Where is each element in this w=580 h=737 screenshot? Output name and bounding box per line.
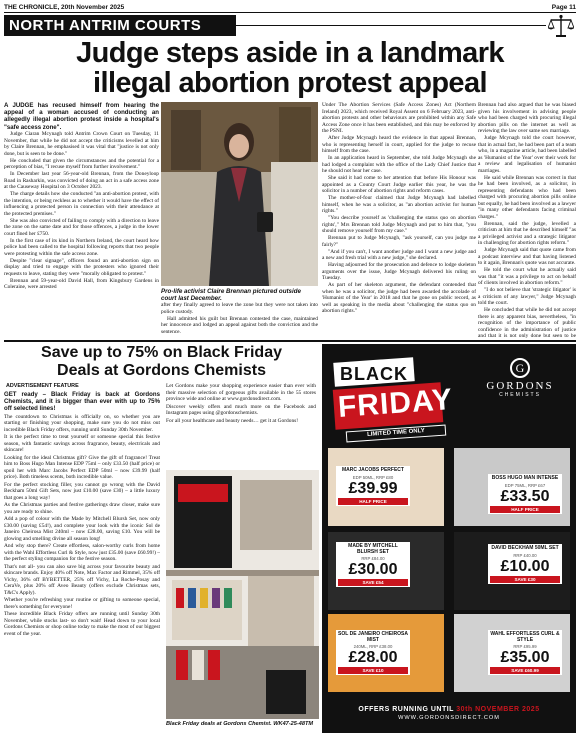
product-price-tag [336,630,410,675]
product-price-tag [488,630,562,675]
advert-paragraph: And why stop there? Create effortless, salon-worthy curls from home with the Wahl Effortless Curl & Style, now just £35.00 (save £60.99!) – the perfect styling companion for the festive season. [4,543,160,563]
scales-of-justice-icon [548,14,574,38]
article-paragraph: Judge Ciaran Mcynagh told Antrim Crown Court on Tuesday, 11 November, that while he did not accept the criticisms levelled at him by Claire Brennan, he emphasised it was vital that "justice is not only done, but is seen to be done." [4,131,159,157]
product-saving: HALF PRICE [338,498,408,505]
product-rrp: RRP £84.00 [361,556,385,562]
product-name: SOL DE JANEIRO CHEIROSA MIST [338,631,408,643]
article-paragraph: He concluded that given the circumstances and the potential for a perception of bias, "I recuse myself from further involvement." [4,157,159,171]
article-paragraph: As part of her skeleton argument, the defendant contended that when he was a solicitor, the judge had been awarded the accolade of 'Humanist of the Year' in 2018 and that he gone on public record, as well as speaking in the media about "challenging the status quo on abortion rights." [322,282,476,314]
article-paragraph: In an application heard in September, she told Judge Mcynagh she had lodged a complaint with the office of the Lady Chief Justice that he should not hear her case. [322,155,476,174]
article-column-2 [161,302,318,338]
advert-column-1 [4,391,160,734]
brand-subtitle: CHEMISTS [499,392,541,398]
advert-paragraph: Discover weekly offers and much more on the Facebook and Instagram pages using @gordonschemists. [166,403,316,416]
advert-paragraph: Let Gordons make your shopping experience easier than ever with their massive selection of gorgeous gifts available in the 55 stores province wide and online at www.gordonsdirect.com. [166,383,316,402]
article-paragraph: The mother-of-four claimed that Judge Mcynagh had labelled himself, when he was a solicitor, as "an abortion activist for human rights." [322,195,476,214]
product-name: DAVID BECKHAM 50ML SET [491,545,559,551]
article-paragraph: Judge Mcynagh said that quote came from a podcast interview and that having listened to it again, Brennan's quote was not accurate. [478,247,576,266]
advert-paragraph: That's not all- you can also save big across your favourite beauty and skincare brands. Enjoy 40% off Note, Max Factor and Rimmel, 35% off Vichy, 36% off BYBETTER, 25% off Vichy, La Roche-Posay and CeraVe, plus 20% off Aveo Beauty (offers exclude Christmas sets, T&C's Apply). [4,563,160,596]
article-paragraph: Judge Mcynagh told the court however, that in actual fact, he had been part of a team who, in a magazine article, had been labelled as 'Humanist of the Year' over their work for a review and legalisation of humanist marriages. [478,135,576,174]
product-price: £30.00 [348,561,398,579]
article-headline [4,38,576,98]
headline-line-2: illegal abortion protest appeal [93,67,487,99]
article-column-1 [4,102,159,338]
advert-paragraph: For all your healthcare and beauty needs… get it at Gordons! [166,417,299,424]
offer-end-date: 30th NOVEMBER 2025 [456,706,540,713]
publication-date: THE CHRONICLE, 20th November 2025 [4,3,125,11]
product-rrp: EDP 75ML, RRP £67 [504,482,546,488]
product-name: MADE BY MITCHELL BLURSH SET [348,543,398,555]
black-friday-logo [334,356,454,446]
banner-rule [236,25,546,26]
article-paragraph: Having adjourned for the prosecution and defence to lodge skeleton arguments over the issue, Judge Mcynagh delivered his ruling on Tuesday. [322,262,476,281]
article-paragraph: Despite "clear signage", officers found an anti-abortion sign on display and tried to engage with the protesters who ignored their requests to leave, stating they were "morally obligated to protest." [4,257,159,277]
advert-paragraph: The countdown to Christmas is officially on, so whether you are starting or finishing your shopping, make sure you do not miss out incredible Black Friday offers, running until Sunday 30th November. [4,413,160,433]
advert-headline [4,344,319,380]
advert-paragraph: Add a pop of colour with the Made by Mitchell Blursh Set, now only £30.00 (saving £54!), and complete your look with the iconic Sol de Janeiro Cheirosa Mist 240ml – now £28.00, saving £10. You will be glowing and smelling divine all season long! [4,516,160,542]
article-paragraph: "You describe yourself as 'challenging the status quo on abortion rights'," Mrs Brennan told Judge Mcynagh and put to him that, "you should remove yourself from my case." [322,215,476,234]
limited-time-badge: LIMITED TIME ONLY [346,425,447,443]
black-label: BLACK [340,364,408,384]
article-paragraph: Under The Abortion Services (Safe Access Zones) Act (Northern Ireland) 2023, which received Royal Assent on 6 February 2023, anti-abortion protests and other behaviours are prohibited within any Safe Access Zone once it has been established, and this may be enforced by the PSNI. [322,102,476,134]
advert-paragraph: GET ready – Black Friday is back at Gordons Chemists, and it is bigger than ever with up to 75% off selected lines! [4,391,160,413]
gordons-logo [470,358,570,398]
product-price-tag [336,466,410,506]
product-price: £33.50 [500,487,550,505]
article-photo [161,102,318,286]
article-paragraph: In December last year 56-year-old Brennan, from the Doneyloop Road in Rasharkin, was convicted of doing an act in a safe access zone at the Causeway Hospital on 3 October 2023. [4,171,159,191]
article-column-3 [322,102,476,338]
black-friday-advert [322,344,576,733]
product-price-tag [336,542,410,587]
article-paragraph: Hall admitted his guilt but Brennan contested the case, maintained her innocence and lodged an appeal against both the conviction and the sentence. [161,315,318,335]
article-paragraph: He told the court what he actually said was that "it was a privilege to act on behalf of clients involved in abortion reform." [478,267,576,286]
advert-column-2 [166,383,316,449]
article-paragraph: Brennan, said the judge, levelled a criticism at him that he described himself "as a privileged activist and a strategic litigator in challenging for abortion rights reform." [478,220,576,246]
product-rrp: RRP £40.00 [513,552,537,558]
website-url: WWW.GORDONSDIRECT.COM [398,715,500,721]
article-paragraph: After Judge Mcynagh heard the evidence in that appeal Brennan, who is representing herself in court, applied for the judge to recuse himself from the case. [322,135,476,154]
article-column-4 [478,102,576,338]
header-rule [4,12,576,13]
article-paragraph: She was also convicted of failing to comply with a direction to leave the zone on the same date and for those offences, a judge in the lower court fined her £750. [4,217,159,237]
product-rrp: RRP £95.99 [513,644,537,650]
article-paragraph: Brennan had also argued that he was biased given his involvement in advising people who had been charged with procuring illegal abortion pills on the internet as well as reviewing the law over same sex marriage. [478,102,576,134]
product-price-tag [488,544,562,584]
page-number: Page 11 [551,3,576,11]
advert-footer [322,706,576,733]
product-price: £10.00 [500,557,550,575]
product-name: MARC JACOBS PERFECT [342,467,404,473]
article-paragraph: A JUDGE has recused himself from hearing the appeal of a woman accused of conducting an allegedly illegal abortion protest inside a hospital's "safe access zone". [4,102,159,131]
product-price: £35.00 [500,649,550,667]
photo-caption: Pro-life activist Claire Brennan pictured outside court last December. [161,288,301,302]
product-price: £28.00 [348,649,398,667]
advert-paragraph: Whether you're refreshing your routine or gifting to someone special, there's something for everyone! [4,597,160,610]
store-photo-caption: Black Friday deals at Gordons Chemist. WK47-25-48TM [166,721,314,727]
product-price-tag [488,474,562,514]
product-saving: SAVE £30 [490,576,560,583]
article-paragraph: Brennan put to Judge Mcynagh, "ask yourself, can you judge me fairly?" [322,235,476,248]
article-paragraph: "And if you can't, I want another judge and I want a new judge and a new and fresh trial with a new judge," she declared. [322,248,476,261]
store-photo [166,470,319,719]
court-photo-illustration [161,102,318,286]
product-saving: SAVE £60.99 [490,667,560,674]
advert-headline-line-1: Save up to 75% on Black Friday [41,344,282,361]
article-paragraph: after they finally agreed to leave the zone but they were not taken into police custody. [161,302,318,315]
gordons-mark-icon: G [510,358,530,378]
article-paragraph: In the first case of its kind in Northern Ireland, the court heard how police had been called to the hospital following reports that two people were protesting within the safe access zone. [4,237,159,257]
brand-name: GORDONS [486,380,554,392]
article-paragraph: The charge details how she conducted "an anti-abortion protest, with the intention, or being reckless as to whether it would have the effect of influencing a protected person in connection with their attendance at the protected premises." [4,191,159,217]
friday-label: FRIDAY [336,383,454,424]
advert-paragraph: It is the perfect time to treat yourself or someone special this festive season, with fantastic savings across fragrance, beauty, electricals and skincare! [4,434,160,454]
article-paragraph: He said while Brennan was correct in that he had been involved, as a solicitor, in representing defendants who had been charged with procuring abortion pills online but equally, he had been involved as a lawyer "in many other defendants facing criminal charges." [478,174,576,220]
advert-paragraph: As the Christmas parties and festive gatherings draw closer, make sure you are ready to shine. [4,502,160,515]
article-paragraph: Brennan and 59-year-old David Hall, from Kingsbury Gardens in Coleraine, were arrested [4,277,159,291]
product-rrp: 240ML, RRP £38.00 [353,644,393,650]
offer-end-line [322,706,576,713]
product-name: WAHL EFFORTLESS CURL & STYLE [490,631,560,643]
product-saving: SAVE £54 [338,579,408,586]
advertisement-feature-label: ADVERTISEMENT FEATURE [6,383,79,389]
section-banner: NORTH ANTRIM COURTS [4,15,236,36]
page-header [4,2,576,12]
article-paragraph: "I do not believe that 'strategic litigator' is a criticism of any lawyer," Judge Mcynagh told the court. [478,287,576,306]
product-saving: HALF PRICE [490,506,560,513]
article-paragraph: She said it had come to her attention that before His Honour was appointed as a County Court Judge earlier this year, he was the solicitor in a number of abortion rights and reform cases. [322,175,476,194]
product-name: BOSS HUGO MAN INTENSE [491,475,559,481]
product-rrp: EDP 50ML, RRP £80 [352,474,394,480]
advert-paragraph: For the perfect stocking filler, you cannot go wrong with the David Beckham 50ml Gift Sets, now just £10.00 (save £30) – a little luxury that goes a long way! [4,481,160,501]
article-paragraph: He concluded that while he did not accept there is any apparent bias, nevertheless, "in recognition of the importance of public confidence in the administration of justice and that it is not only done but seen to be [478,307,576,338]
headline-line-1: Judge steps aside in a landmark [76,37,504,69]
offer-end-label: OFFERS RUNNING UNTIL [358,706,454,713]
product-price: £39.99 [348,479,398,497]
advert-paragraph: These incredible Black Friday offers are running until Sunday 30th November, while stocks last- so don't wait! Head down to your local Gordons Chemists or shop online today to make the most of our biggest event of the year. [4,611,160,637]
store-display-illustration [166,470,319,719]
section-divider [4,340,576,342]
product-saving: SAVE £10 [338,667,408,674]
advert-headline-line-2: Deals at Gordons Chemists [57,362,266,379]
advert-paragraph: Looking for the ideal Christmas gift? Give the gift of fragrance! Treat him to Boss Hugo Man Intense EDP 75ml – only £33.50 (half price) or spoil her with Marc Jacobs Perfect EDP 50ml – now £39.99 (half price). Both timeless scents, both incredible value. [4,454,160,481]
